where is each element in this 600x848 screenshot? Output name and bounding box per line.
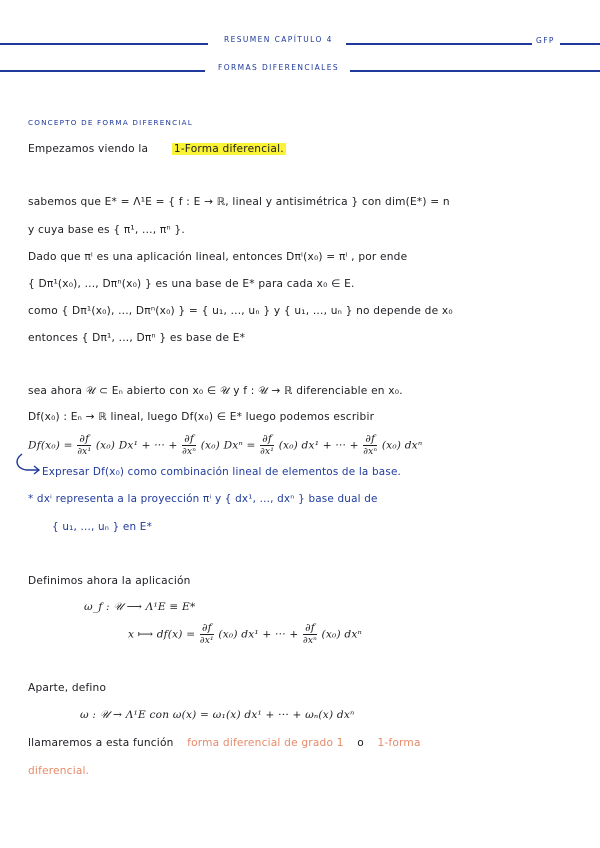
- eq-term-1: (x₀) Dx¹ + ··· +: [95, 439, 178, 452]
- eq-term-2: (x₀) Dxⁿ =: [200, 439, 256, 452]
- arrow-note: Expresar Df(x₀) como combinación lineal de elementos de la base.: [42, 466, 402, 478]
- star-note-line-1: * dxⁱ representa a la proyección πⁱ y { dx¹, ..., dxⁿ } base dual de: [28, 493, 378, 505]
- line-como: como { Dπ¹(x₀), ..., Dπⁿ(x₀) } = { u₁, ..., uₙ } y { u₁, ..., uₙ } no depende de x₀: [28, 305, 453, 317]
- header-rule-right-2: [350, 70, 600, 72]
- header-rule-left-2: [0, 70, 205, 72]
- star-note-line-2: { u₁, ..., uₙ } en E*: [52, 521, 152, 533]
- assign-term-2: (x₀) dxⁿ: [321, 628, 363, 641]
- line-sea: sea ahora 𝒰 ⊂ Eₙ abierto con x₀ ∈ 𝒰 y f : 𝒰 → ℝ diferenciable en x₀.: [28, 385, 403, 397]
- line-df-lineal: Df(x₀) : Eₙ → ℝ lineal, luego Df(x₀) ∈ E* luego podemos escribir: [28, 411, 375, 423]
- or-text: o: [357, 737, 364, 749]
- intro-highlight: 1-Forma diferencial.: [173, 143, 284, 155]
- header-rule-right: [560, 43, 600, 45]
- assign-term-1: (x₀) dx¹ + ··· +: [218, 628, 299, 641]
- line-base: y cuya base es { π¹, ..., πⁿ }.: [28, 224, 185, 236]
- eq-term-4: (x₀) dxⁿ: [381, 439, 423, 452]
- aparte-line: Aparte, defino: [28, 682, 107, 694]
- header-title: RESUMEN CAPÍTULO 4: [224, 35, 333, 44]
- line-sabemos: sabemos que E* = Λ¹E = { f : E → ℝ, lineal y antisimétrica } con dim(E*) = n: [28, 196, 450, 208]
- header-rule-middle: [346, 43, 532, 45]
- line-dado: Dado que πⁱ es una aplicación lineal, entonces Dπⁱ(x₀) = πⁱ , por ende: [28, 251, 408, 263]
- header-subtitle: FORMAS DIFERENCIALES: [218, 63, 340, 72]
- llamaremos-text: llamaremos a esta función: [28, 737, 174, 749]
- assign-fraction-1: $\frac{\partial f}{\text{∂x¹}}$: [199, 622, 214, 646]
- assign-lhs: x ⟼ df(x) =: [128, 628, 196, 641]
- definimos-line: Definimos ahora la aplicación: [28, 575, 191, 587]
- intro-line: [28, 143, 286, 155]
- section-title: CONCEPTO DE FORMA DIFERENCIAL: [28, 118, 193, 127]
- eq-fraction-3: $\frac{\partial f}{\text{∂x¹}}$: [260, 433, 275, 457]
- assign-fraction-2: $\frac{\partial f}{\text{∂xⁿ}}$: [302, 622, 317, 646]
- forma-grado-1: forma diferencial de grado 1: [187, 737, 344, 749]
- curved-arrow-icon: [14, 452, 44, 476]
- eq-fraction-4: $\frac{\partial f}{\text{∂xⁿ}}$: [363, 433, 378, 457]
- eq-fraction-1: $\frac{\partial f}{\text{∂x¹}}$: [77, 433, 92, 457]
- df-equation: [28, 433, 422, 458]
- map-line: ω_f : 𝒰 ⟶ Λ¹E ≡ E*: [84, 601, 196, 613]
- eq-term-3: (x₀) dx¹ + ··· +: [278, 439, 359, 452]
- eq-fraction-2: $\frac{\partial f}{\text{∂xⁿ}}$: [182, 433, 197, 457]
- header-initials: GFP: [536, 36, 555, 45]
- header-rule-left-1: [0, 43, 208, 45]
- line-base-dual: { Dπ¹(x₀), ..., Dπⁿ(x₀) } es una base de E* para cada x₀ ∈ E.: [28, 278, 355, 290]
- intro-text: Empezamos viendo la: [28, 143, 149, 155]
- llamaremos-line: [28, 737, 421, 749]
- eq-lhs: Df(x₀) =: [28, 439, 73, 452]
- line-entonces: entonces { Dπ¹, ..., Dπⁿ } es base de E*: [28, 332, 246, 344]
- diferencial-word: diferencial.: [28, 765, 90, 777]
- omega-def-line: ω : 𝒰 → Λ¹E con ω(x) = ω₁(x) dx¹ + ··· + ωₙ(x) dxⁿ: [80, 709, 355, 721]
- assign-line: [128, 622, 362, 647]
- uno-forma: 1-forma: [377, 737, 421, 749]
